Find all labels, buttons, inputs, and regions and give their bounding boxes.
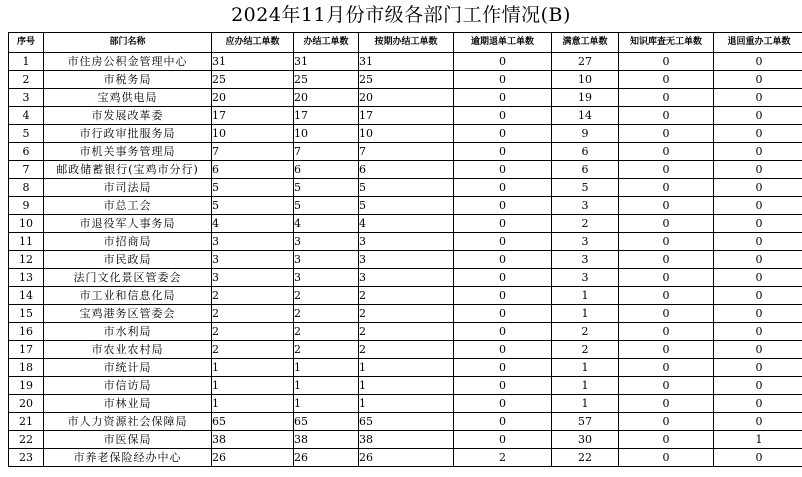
cell-returned-redo: 0 xyxy=(714,179,802,197)
table-row xyxy=(9,287,802,305)
page-title: 2024年11月份市级各部门工作情况(B) xyxy=(231,4,571,26)
cell-due: 3 xyxy=(212,251,294,269)
cell-returned-redo: 0 xyxy=(714,395,802,413)
cell-department: 市发展改革委 xyxy=(44,107,212,125)
cell-kb-not-found: 0 xyxy=(619,359,714,377)
cell-overdue-returned: 0 xyxy=(454,251,552,269)
cell-due: 1 xyxy=(212,359,294,377)
cell-on-time: 10 xyxy=(359,125,454,143)
cell-satisfied: 10 xyxy=(552,71,619,89)
cell-kb-not-found: 0 xyxy=(619,341,714,359)
cell-department: 市税务局 xyxy=(44,71,212,89)
cell-due: 2 xyxy=(212,287,294,305)
cell-returned-redo: 0 xyxy=(714,233,802,251)
cell-returned-redo: 0 xyxy=(714,197,802,215)
cell-satisfied: 6 xyxy=(552,161,619,179)
cell-due: 5 xyxy=(212,197,294,215)
cell-overdue-returned: 0 xyxy=(454,143,552,161)
cell-index: 1 xyxy=(9,53,44,71)
column-header-department: 部门名称 xyxy=(44,33,212,53)
cell-due: 31 xyxy=(212,53,294,71)
cell-kb-not-found: 0 xyxy=(619,71,714,89)
cell-on-time: 26 xyxy=(359,449,454,467)
cell-index: 12 xyxy=(9,251,44,269)
cell-index: 3 xyxy=(9,89,44,107)
cell-returned-redo: 0 xyxy=(714,143,802,161)
cell-index: 7 xyxy=(9,161,44,179)
column-header-index: 序号 xyxy=(9,33,44,53)
cell-overdue-returned: 0 xyxy=(454,161,552,179)
cell-department: 市水利局 xyxy=(44,323,212,341)
cell-kb-not-found: 0 xyxy=(619,179,714,197)
cell-completed: 2 xyxy=(294,323,359,341)
cell-department: 市养老保险经办中心 xyxy=(44,449,212,467)
cell-on-time: 17 xyxy=(359,107,454,125)
cell-index: 22 xyxy=(9,431,44,449)
cell-overdue-returned: 0 xyxy=(454,413,552,431)
cell-on-time: 2 xyxy=(359,287,454,305)
cell-kb-not-found: 0 xyxy=(619,305,714,323)
cell-department: 宝鸡供电局 xyxy=(44,89,212,107)
column-header-returned-redo: 退回重办工单数 xyxy=(714,33,802,53)
cell-completed: 20 xyxy=(294,89,359,107)
cell-index: 9 xyxy=(9,197,44,215)
table-row xyxy=(9,215,802,233)
cell-satisfied: 14 xyxy=(552,107,619,125)
table-row xyxy=(9,179,802,197)
cell-on-time: 2 xyxy=(359,341,454,359)
column-header-satisfied: 满意工单数 xyxy=(552,33,619,53)
cell-on-time: 4 xyxy=(359,215,454,233)
cell-due: 25 xyxy=(212,71,294,89)
cell-returned-redo: 0 xyxy=(714,269,802,287)
cell-due: 1 xyxy=(212,395,294,413)
cell-department: 市工业和信息化局 xyxy=(44,287,212,305)
cell-completed: 7 xyxy=(294,143,359,161)
cell-on-time: 65 xyxy=(359,413,454,431)
cell-returned-redo: 1 xyxy=(714,431,802,449)
cell-department: 市农业农村局 xyxy=(44,341,212,359)
cell-due: 7 xyxy=(212,143,294,161)
cell-kb-not-found: 0 xyxy=(619,233,714,251)
cell-department: 市民政局 xyxy=(44,251,212,269)
column-header-on-time: 按期办结工单数 xyxy=(359,33,454,53)
table-row xyxy=(9,71,802,89)
cell-department: 市林业局 xyxy=(44,395,212,413)
cell-kb-not-found: 0 xyxy=(619,53,714,71)
cell-on-time: 20 xyxy=(359,89,454,107)
cell-on-time: 2 xyxy=(359,323,454,341)
cell-due: 4 xyxy=(212,215,294,233)
cell-completed: 26 xyxy=(294,449,359,467)
cell-department: 市统计局 xyxy=(44,359,212,377)
cell-index: 16 xyxy=(9,323,44,341)
cell-completed: 5 xyxy=(294,179,359,197)
cell-index: 13 xyxy=(9,269,44,287)
cell-due: 38 xyxy=(212,431,294,449)
cell-due: 2 xyxy=(212,323,294,341)
cell-department: 法门文化景区管委会 xyxy=(44,269,212,287)
cell-satisfied: 2 xyxy=(552,215,619,233)
cell-returned-redo: 0 xyxy=(714,215,802,233)
cell-on-time: 1 xyxy=(359,395,454,413)
cell-returned-redo: 0 xyxy=(714,53,802,71)
cell-department: 市住房公积金管理中心 xyxy=(44,53,212,71)
cell-returned-redo: 0 xyxy=(714,341,802,359)
cell-due: 1 xyxy=(212,377,294,395)
cell-on-time: 3 xyxy=(359,269,454,287)
cell-satisfied: 57 xyxy=(552,413,619,431)
cell-department: 邮政储蓄银行(宝鸡市分行) xyxy=(44,161,212,179)
cell-returned-redo: 0 xyxy=(714,323,802,341)
cell-on-time: 1 xyxy=(359,377,454,395)
cell-due: 20 xyxy=(212,89,294,107)
cell-due: 65 xyxy=(212,413,294,431)
cell-completed: 3 xyxy=(294,251,359,269)
table-row xyxy=(9,431,802,449)
cell-completed: 1 xyxy=(294,359,359,377)
cell-overdue-returned: 0 xyxy=(454,215,552,233)
cell-satisfied: 3 xyxy=(552,233,619,251)
cell-completed: 2 xyxy=(294,341,359,359)
cell-completed: 4 xyxy=(294,215,359,233)
cell-returned-redo: 0 xyxy=(714,161,802,179)
cell-index: 17 xyxy=(9,341,44,359)
cell-completed: 3 xyxy=(294,269,359,287)
cell-index: 5 xyxy=(9,125,44,143)
cell-index: 6 xyxy=(9,143,44,161)
cell-satisfied: 1 xyxy=(552,305,619,323)
table-body xyxy=(9,53,802,467)
cell-overdue-returned: 0 xyxy=(454,305,552,323)
cell-overdue-returned: 0 xyxy=(454,359,552,377)
cell-department: 市人力资源社会保障局 xyxy=(44,413,212,431)
cell-overdue-returned: 0 xyxy=(454,287,552,305)
cell-on-time: 5 xyxy=(359,179,454,197)
header-row xyxy=(9,33,802,53)
cell-on-time: 2 xyxy=(359,305,454,323)
cell-returned-redo: 0 xyxy=(714,359,802,377)
cell-on-time: 1 xyxy=(359,359,454,377)
table-row xyxy=(9,323,802,341)
cell-department: 市退役军人事务局 xyxy=(44,215,212,233)
cell-completed: 3 xyxy=(294,233,359,251)
cell-completed: 25 xyxy=(294,71,359,89)
cell-returned-redo: 0 xyxy=(714,125,802,143)
cell-overdue-returned: 0 xyxy=(454,197,552,215)
cell-index: 19 xyxy=(9,377,44,395)
cell-kb-not-found: 0 xyxy=(619,251,714,269)
cell-on-time: 38 xyxy=(359,431,454,449)
cell-completed: 31 xyxy=(294,53,359,71)
cell-completed: 65 xyxy=(294,413,359,431)
cell-completed: 38 xyxy=(294,431,359,449)
cell-overdue-returned: 0 xyxy=(454,125,552,143)
cell-kb-not-found: 0 xyxy=(619,215,714,233)
cell-on-time: 7 xyxy=(359,143,454,161)
cell-index: 23 xyxy=(9,449,44,467)
cell-kb-not-found: 0 xyxy=(619,287,714,305)
cell-due: 5 xyxy=(212,179,294,197)
cell-overdue-returned: 0 xyxy=(454,431,552,449)
cell-kb-not-found: 0 xyxy=(619,323,714,341)
cell-overdue-returned: 0 xyxy=(454,269,552,287)
cell-kb-not-found: 0 xyxy=(619,143,714,161)
cell-on-time: 3 xyxy=(359,233,454,251)
cell-completed: 5 xyxy=(294,197,359,215)
cell-on-time: 5 xyxy=(359,197,454,215)
cell-department: 市总工会 xyxy=(44,197,212,215)
table-row xyxy=(9,449,802,467)
cell-returned-redo: 0 xyxy=(714,305,802,323)
cell-index: 14 xyxy=(9,287,44,305)
cell-returned-redo: 0 xyxy=(714,107,802,125)
cell-satisfied: 1 xyxy=(552,359,619,377)
cell-kb-not-found: 0 xyxy=(619,161,714,179)
cell-satisfied: 1 xyxy=(552,287,619,305)
cell-overdue-returned: 2 xyxy=(454,449,552,467)
table-row xyxy=(9,143,802,161)
cell-kb-not-found: 0 xyxy=(619,89,714,107)
cell-index: 21 xyxy=(9,413,44,431)
table-row xyxy=(9,161,802,179)
cell-due: 2 xyxy=(212,305,294,323)
cell-due: 2 xyxy=(212,341,294,359)
cell-department: 市机关事务管理局 xyxy=(44,143,212,161)
cell-index: 8 xyxy=(9,179,44,197)
cell-due: 6 xyxy=(212,161,294,179)
cell-on-time: 31 xyxy=(359,53,454,71)
cell-completed: 1 xyxy=(294,377,359,395)
column-header-overdue-returned: 逾期退单工单数 xyxy=(454,33,552,53)
column-header-completed: 办结工单数 xyxy=(294,33,359,53)
cell-kb-not-found: 0 xyxy=(619,449,714,467)
table-row xyxy=(9,251,802,269)
table-row xyxy=(9,359,802,377)
cell-kb-not-found: 0 xyxy=(619,413,714,431)
table-row xyxy=(9,377,802,395)
table-row xyxy=(9,107,802,125)
cell-department: 宝鸡港务区管委会 xyxy=(44,305,212,323)
cell-satisfied: 22 xyxy=(552,449,619,467)
cell-satisfied: 19 xyxy=(552,89,619,107)
cell-department: 市医保局 xyxy=(44,431,212,449)
cell-completed: 17 xyxy=(294,107,359,125)
cell-satisfied: 1 xyxy=(552,395,619,413)
cell-on-time: 25 xyxy=(359,71,454,89)
cell-kb-not-found: 0 xyxy=(619,107,714,125)
cell-overdue-returned: 0 xyxy=(454,323,552,341)
cell-completed: 1 xyxy=(294,395,359,413)
cell-satisfied: 2 xyxy=(552,323,619,341)
cell-index: 10 xyxy=(9,215,44,233)
cell-satisfied: 3 xyxy=(552,251,619,269)
cell-returned-redo: 0 xyxy=(714,449,802,467)
cell-index: 20 xyxy=(9,395,44,413)
table-row xyxy=(9,89,802,107)
table-row xyxy=(9,413,802,431)
cell-completed: 6 xyxy=(294,161,359,179)
cell-due: 3 xyxy=(212,233,294,251)
cell-due: 3 xyxy=(212,269,294,287)
cell-overdue-returned: 0 xyxy=(454,377,552,395)
cell-overdue-returned: 0 xyxy=(454,89,552,107)
cell-overdue-returned: 0 xyxy=(454,395,552,413)
cell-due: 26 xyxy=(212,449,294,467)
cell-satisfied: 3 xyxy=(552,197,619,215)
table-row xyxy=(9,305,802,323)
cell-index: 15 xyxy=(9,305,44,323)
cell-overdue-returned: 0 xyxy=(454,341,552,359)
cell-kb-not-found: 0 xyxy=(619,377,714,395)
cell-satisfied: 27 xyxy=(552,53,619,71)
cell-satisfied: 30 xyxy=(552,431,619,449)
cell-department: 市信访局 xyxy=(44,377,212,395)
cell-completed: 10 xyxy=(294,125,359,143)
cell-department: 市司法局 xyxy=(44,179,212,197)
cell-satisfied: 1 xyxy=(552,377,619,395)
cell-on-time: 3 xyxy=(359,251,454,269)
cell-kb-not-found: 0 xyxy=(619,197,714,215)
cell-returned-redo: 0 xyxy=(714,377,802,395)
cell-returned-redo: 0 xyxy=(714,287,802,305)
cell-index: 18 xyxy=(9,359,44,377)
cell-satisfied: 9 xyxy=(552,125,619,143)
table-row xyxy=(9,395,802,413)
cell-overdue-returned: 0 xyxy=(454,71,552,89)
cell-overdue-returned: 0 xyxy=(454,107,552,125)
table-row xyxy=(9,233,802,251)
cell-completed: 2 xyxy=(294,305,359,323)
table-row xyxy=(9,125,802,143)
cell-overdue-returned: 0 xyxy=(454,179,552,197)
report-table xyxy=(8,32,802,467)
column-header-due: 应办结工单数 xyxy=(212,33,294,53)
table-row xyxy=(9,269,802,287)
cell-index: 2 xyxy=(9,71,44,89)
cell-kb-not-found: 0 xyxy=(619,269,714,287)
cell-satisfied: 2 xyxy=(552,341,619,359)
cell-returned-redo: 0 xyxy=(714,251,802,269)
cell-due: 17 xyxy=(212,107,294,125)
cell-kb-not-found: 0 xyxy=(619,395,714,413)
column-header-kb-not-found: 知识库查无工单数 xyxy=(619,33,714,53)
table-row xyxy=(9,197,802,215)
cell-department: 市招商局 xyxy=(44,233,212,251)
table-row xyxy=(9,53,802,71)
cell-on-time: 6 xyxy=(359,161,454,179)
cell-kb-not-found: 0 xyxy=(619,125,714,143)
cell-returned-redo: 0 xyxy=(714,71,802,89)
cell-completed: 2 xyxy=(294,287,359,305)
cell-kb-not-found: 0 xyxy=(619,431,714,449)
table-row xyxy=(9,341,802,359)
cell-department: 市行政审批服务局 xyxy=(44,125,212,143)
cell-overdue-returned: 0 xyxy=(454,233,552,251)
cell-satisfied: 6 xyxy=(552,143,619,161)
cell-satisfied: 5 xyxy=(552,179,619,197)
cell-returned-redo: 0 xyxy=(714,413,802,431)
cell-returned-redo: 0 xyxy=(714,89,802,107)
cell-index: 11 xyxy=(9,233,44,251)
cell-satisfied: 3 xyxy=(552,269,619,287)
cell-overdue-returned: 0 xyxy=(454,53,552,71)
cell-due: 10 xyxy=(212,125,294,143)
cell-index: 4 xyxy=(9,107,44,125)
